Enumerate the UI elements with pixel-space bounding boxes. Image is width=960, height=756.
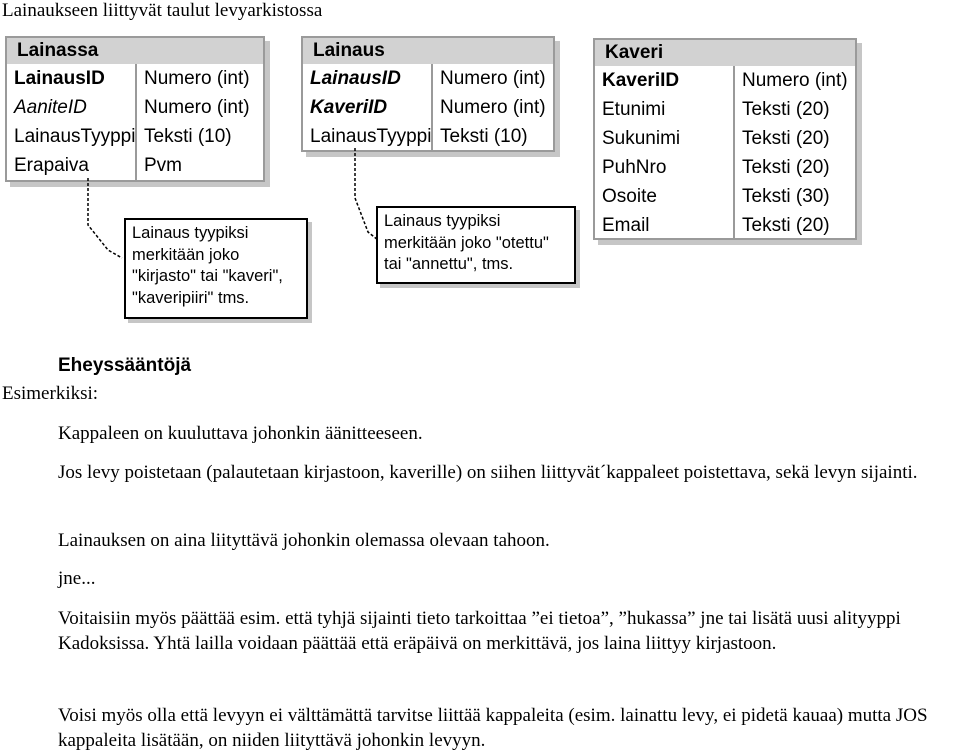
table-header: Lainassa: [7, 38, 263, 64]
field-name: LainausID: [310, 68, 401, 89]
field-name: Osoite: [602, 186, 657, 207]
field-name: Etunimi: [602, 99, 666, 120]
field-name: PuhNro: [602, 157, 667, 178]
field-type: Teksti (30): [742, 186, 830, 207]
leader-line-lainassa: [88, 178, 122, 258]
field-type: Teksti (20): [742, 128, 830, 149]
note-line: Lainaus tyypiksi: [384, 212, 501, 230]
field-name: AaniteID: [14, 97, 87, 118]
section-subheading: Esimerkiksi:: [2, 383, 99, 404]
field-type: Numero (int): [742, 70, 848, 91]
field-name: LainausTyyppi: [310, 126, 432, 147]
field-name: Email: [602, 215, 650, 236]
paragraph: Voitaisiin myös päättää esim. että tyhjä sijainti tieto tarkoittaa ”ei tietoa”, ”hukassa” jne tai lisätä uusi alityyppi Kadoksissa. Yhtä lailla voidaan päättää että eräpäivä on merkittävä, jos laina liittyy kirjastoon.: [58, 608, 901, 654]
field-type: Numero (int): [440, 97, 546, 118]
table-header: Kaveri: [595, 40, 855, 66]
field-type: Teksti (20): [742, 157, 830, 178]
field-type: Teksti (10): [440, 126, 528, 147]
field-type: Pvm: [144, 155, 182, 176]
field-name: LainausTyyppi: [14, 126, 136, 147]
note-line: merkitään joko "otettu": [384, 233, 549, 252]
field-type: Teksti (20): [742, 99, 830, 120]
field-type: Teksti (20): [742, 215, 830, 236]
page-title: Lainaukseen liittyvät taulut levyarkistossa: [2, 0, 323, 21]
leader-line-lainaus: [355, 148, 378, 240]
note-line: merkitään joko: [132, 245, 240, 264]
field-type: Numero (int): [144, 97, 250, 118]
note-lainaus: [376, 206, 576, 284]
note-line: tai "annettu", tms.: [384, 255, 514, 273]
field-name: LainausID: [14, 68, 105, 89]
paragraph: Kappaleen on kuuluttava johonkin äänitteeseen.: [58, 423, 423, 444]
field-name: Erapaiva: [14, 155, 89, 176]
note-lainassa: [124, 218, 308, 319]
table-header: Lainaus: [303, 38, 553, 64]
field-type: Teksti (10): [144, 126, 232, 147]
paragraph: Voisi myös olla että levyyn ei välttämättä tarvitse liittää kappaleita (esim. lainattu levy, ei pidetä kauaa) mutta JOS kappaleita lisätään, on niiden liityttävä johonkin levyyn.: [58, 705, 928, 751]
field-type: Numero (int): [144, 68, 250, 89]
field-name: KaveriID: [310, 97, 388, 118]
paragraph: Jos levy poistetaan (palautetaan kirjastoon, kaverille) on siihen liittyvät´kappaleet poistettava, sekä levyn sijainti.: [58, 462, 918, 483]
paragraph: jne...: [58, 568, 96, 589]
note-line: "kirjasto" tai "kaveri",: [132, 267, 283, 285]
section-heading: Eheyssääntöjä: [58, 355, 192, 376]
paragraph: Lainauksen on aina liityttävä johonkin olemassa olevaan tahoon.: [58, 530, 550, 551]
field-name: Sukunimi: [602, 128, 681, 149]
field-type: Numero (int): [440, 68, 546, 89]
field-name: KaveriID: [602, 70, 680, 91]
note-line: Lainaus tyypiksi: [132, 224, 249, 242]
note-line: "kaveripiiri" tms.: [132, 288, 250, 307]
